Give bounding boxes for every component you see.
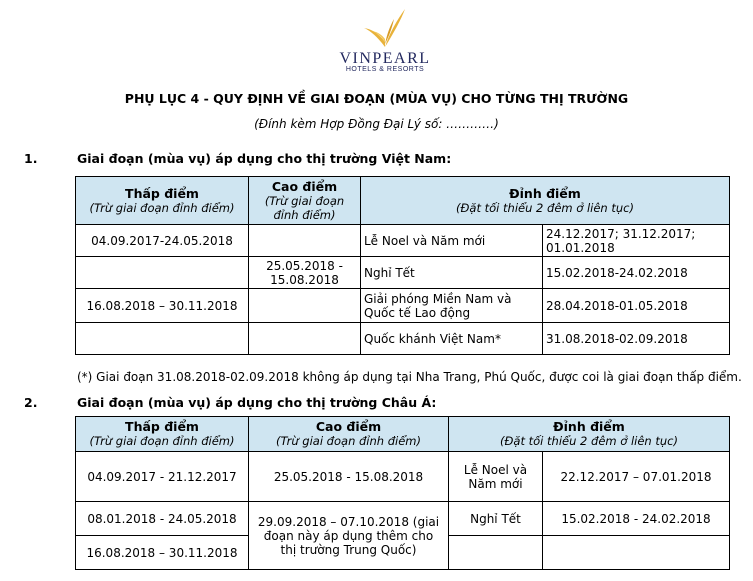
high-cell — [249, 323, 361, 355]
event-cell: Lễ Noel và Năm mới — [449, 452, 543, 502]
table-row — [76, 502, 730, 536]
low-cell: 04.09.2017 - 21.12.2017 — [76, 452, 249, 502]
vietnam-footnote: (*) Giai đoạn 31.08.2018-02.09.2018 không áp dụng tại Nha Trang, Phú Quốc, được coi là giai đoạn thấp điểm. — [77, 370, 742, 384]
dates-cell: 15.02.2018-24.02.2018 — [543, 257, 730, 289]
section-1-title: Giai đoạn (mùa vụ) áp dụng cho thị trường Việt Nam: — [77, 151, 452, 166]
logo-emblem-icon — [363, 6, 407, 50]
dates-cell: 15.02.2018 - 24.02.2018 — [543, 502, 730, 536]
event-cell: Nghỉ Tết — [361, 257, 543, 289]
section-2-title: Giai đoạn (mùa vụ) áp dụng cho thị trường Châu Á: — [77, 395, 437, 410]
event-cell — [449, 536, 543, 570]
event-cell: Quốc khánh Việt Nam* — [361, 323, 543, 355]
header-low: Thấp điểm (Trừ giai đoạn đỉnh điểm) — [76, 417, 249, 452]
page-title: PHỤ LỤC 4 - QUY ĐỊNH VỀ GIAI ĐOẠN (MÙA VỤ) CHO TỪNG THỊ TRƯỜNG — [124, 91, 629, 106]
high-cell: 29.09.2018 – 07.10.2018 (giai đoạn này áp dụng thêm cho thị trường Trung Quốc) — [249, 502, 449, 570]
section-2-number: 2. — [24, 395, 38, 410]
logo-tagline: HOTELS & RESORTS — [345, 66, 425, 73]
page-subtitle: (Đính kèm Hợp Đồng Đại Lý số: …………) — [254, 117, 499, 131]
logo-brand-text: VINPEARL — [339, 50, 431, 67]
header-high: Cao điểm (Trừ giai đoạn đỉnh điểm) — [249, 177, 361, 225]
dates-cell — [543, 536, 730, 570]
high-cell: 25.05.2018 - 15.08.2018 — [249, 452, 449, 502]
dates-cell: 31.08.2018-02.09.2018 — [543, 323, 730, 355]
header-peak: Đỉnh điểm (Đặt tối thiểu 2 đêm ở liên tục) — [449, 417, 730, 452]
low-cell: 16.08.2018 – 30.11.2018 — [76, 289, 249, 323]
section-1-number: 1. — [24, 151, 38, 166]
header-low: Thấp điểm (Trừ giai đoạn đỉnh điểm) — [76, 177, 249, 225]
high-cell — [249, 225, 361, 257]
table-row — [76, 257, 730, 289]
low-cell — [76, 257, 249, 289]
high-cell — [249, 289, 361, 323]
table-header-row — [76, 177, 730, 225]
dates-cell: 28.04.2018-01.05.2018 — [543, 289, 730, 323]
dates-cell: 24.12.2017; 31.12.2017; 01.01.2018 — [543, 225, 730, 257]
table-row — [76, 225, 730, 257]
table-row — [76, 452, 730, 502]
event-cell: Nghỉ Tết — [449, 502, 543, 536]
table-row — [76, 323, 730, 355]
table-header-row — [76, 417, 730, 452]
low-cell: 16.08.2018 – 30.11.2018 — [76, 536, 249, 570]
asia-season-table — [75, 416, 730, 570]
vinpearl-logo — [330, 6, 440, 78]
event-cell: Giải phóng Miền Nam và Quốc tế Lao động — [361, 289, 543, 323]
low-cell: 08.01.2018 - 24.05.2018 — [76, 502, 249, 536]
high-cell: 25.05.2018 - 15.08.2018 — [249, 257, 361, 289]
vietnam-season-table — [75, 176, 730, 355]
dates-cell: 22.12.2017 – 07.01.2018 — [543, 452, 730, 502]
header-peak: Đỉnh điểm (Đặt tối thiểu 2 đêm ở liên tục) — [361, 177, 730, 225]
event-cell: Lễ Noel và Năm mới — [361, 225, 543, 257]
table-row — [76, 289, 730, 323]
header-high: Cao điểm (Trừ giai đoạn đỉnh điểm) — [249, 417, 449, 452]
low-cell — [76, 323, 249, 355]
low-cell: 04.09.2017-24.05.2018 — [76, 225, 249, 257]
